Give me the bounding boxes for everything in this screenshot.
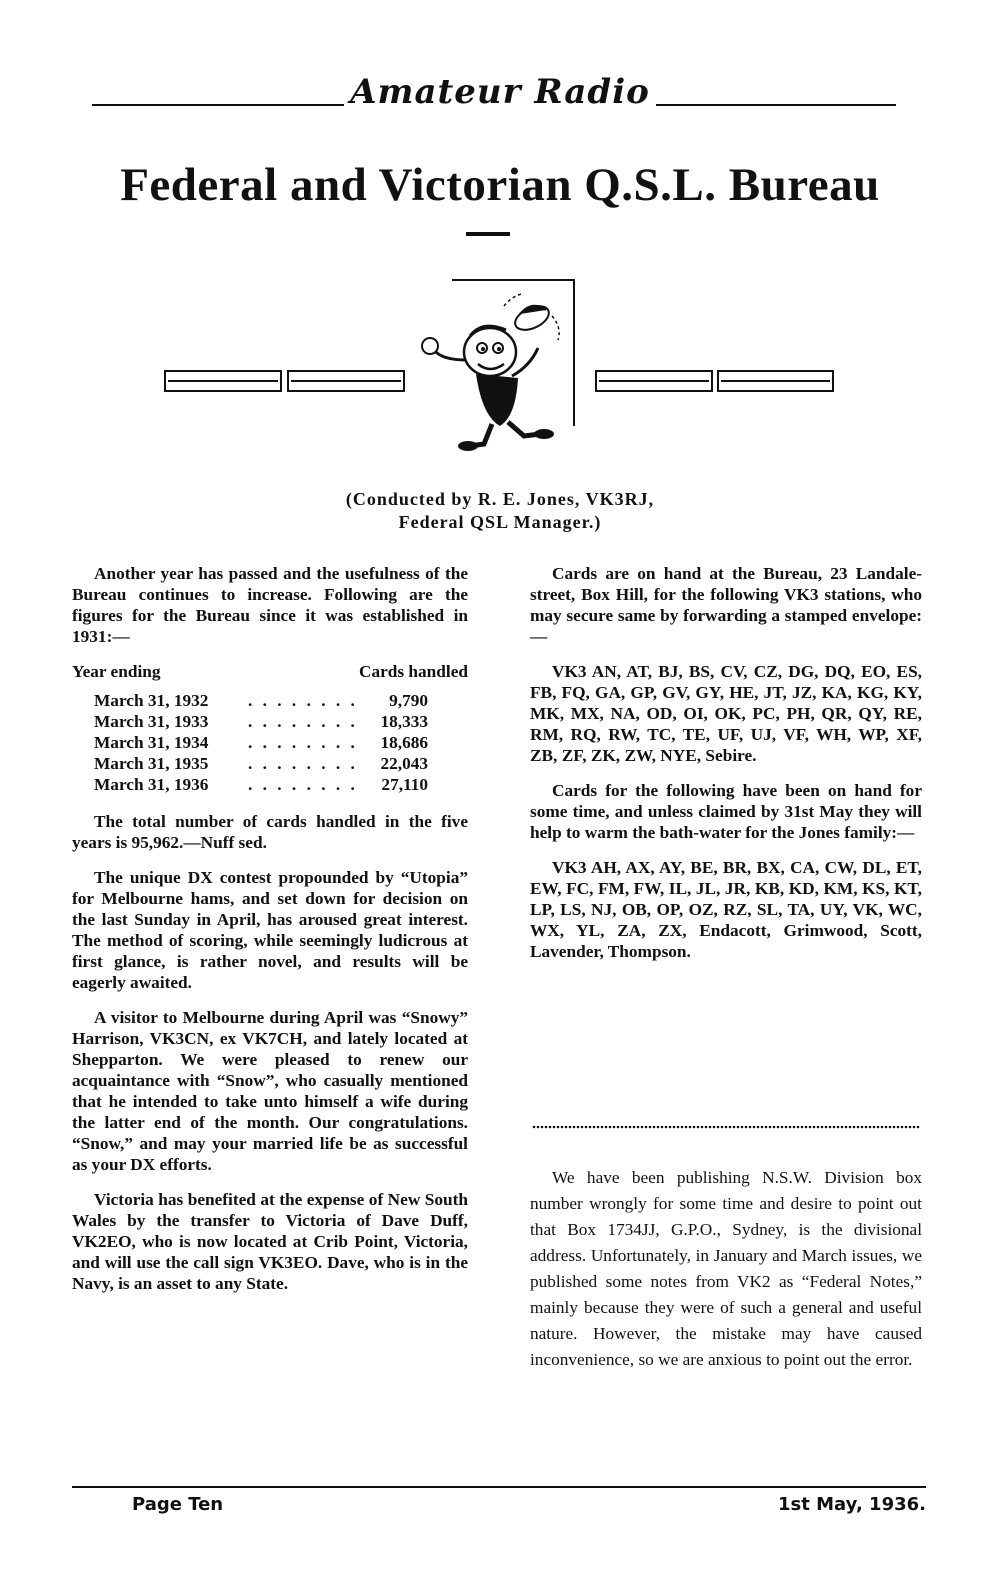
table-row <box>72 732 468 753</box>
row-date: March 31, 1936 <box>94 775 209 794</box>
row-leader: . . . . . . . . <box>248 733 358 752</box>
correction-paragraph: We have been publishing N.S.W. Division box number wrongly for some time and desire to point out that Box 1734JJ, G.P.O., Sydney, is the divisional address. Unfortunately, in January and March issues, we published some notes from VK2 as “Federal Notes,” mainly because they were of such a general and useful nature. However, the mistake may have caused inconvenience, so we are anxious to point out the error. <box>530 1168 922 1369</box>
figures-table <box>72 690 468 795</box>
row-leader: . . . . . . . . <box>248 775 358 794</box>
title-divider <box>466 232 510 236</box>
callsign-list-2: VK3 AH, AX, AY, BE, BR, BX, CA, CW, DL, ET, EW, FC, FM, FW, IL, JL, JR, KB, KD, KM, KS, KT, LP, LS, NJ, OB, OP, OZ, RZ, SL, TA, UY, VK, WC, WX, YL, ZA, ZX, Endacott, Grimwood, Scott, Lavender, Thompson. <box>530 858 922 961</box>
right-column <box>530 563 922 962</box>
decorative-bar <box>287 370 405 392</box>
table-row <box>72 711 468 732</box>
row-value: 22,043 <box>380 754 428 773</box>
decorative-bar <box>595 370 713 392</box>
dotted-divider <box>532 1125 920 1129</box>
byline <box>0 488 1000 534</box>
figures-table-header <box>72 661 468 682</box>
table-row <box>72 753 468 774</box>
page-title: Federal and Victorian Q.S.L. Bureau <box>120 159 880 211</box>
decorative-bar <box>164 370 282 392</box>
row-value: 9,790 <box>389 691 428 710</box>
table-row <box>72 774 468 795</box>
row-value: 27,110 <box>381 775 428 794</box>
victoria-paragraph: Victoria has benefited at the expense of New South Wales by the transfer to Victoria of Dave Duff, VK2EO, who is now located at Crib Point, Victoria, and will use the call sign VK3EO. Dave, who is in the Navy, is an asset to any State. <box>72 1190 468 1293</box>
left-column <box>72 563 468 1294</box>
header-year-ending: Year ending <box>72 662 161 681</box>
intro-paragraph: Another year has passed and the usefulness of the Bureau continues to increase. Following are the figures for the Bureau since it was established in 1931:— <box>72 564 468 646</box>
cards-on-hand-paragraph: Cards are on hand at the Bureau, 23 Landale-street, Box Hill, for the following VK3 stations, who may secure same by forwarding a stamped envelope:— <box>530 564 922 646</box>
byline-line-2: Federal QSL Manager.) <box>398 512 602 532</box>
issue-date: 1st May, 1936. <box>778 1494 926 1515</box>
page-number: Page Ten <box>132 1494 224 1515</box>
row-leader: . . . . . . . . <box>248 754 358 773</box>
row-leader: . . . . . . . . <box>248 712 358 731</box>
row-leader: . . . . . . . . <box>248 691 358 710</box>
visitor-paragraph: A visitor to Melbourne during April was “Snowy” Harrison, VK3CN, ex VK7CH, and lately located at Shepparton. We were pleased to renew our acquaintance with “Snow”, who casually mentioned that he intended to take unto himself a wife during the latter end of the month. Our congratulations. “Snow,” and may your married life be as successful as your DX efforts. <box>72 1008 468 1174</box>
cards-some-time-paragraph: Cards for the following have been on hand for some time, and unless claimed by 31st May they will help to warm the bath-water for the Jones family:— <box>530 781 922 842</box>
masthead-title: Amateur Radio <box>0 72 1000 112</box>
byline-line-1: (Conducted by R. E. Jones, VK3RJ, <box>345 489 655 509</box>
footer-rule <box>72 1486 926 1488</box>
row-value: 18,686 <box>380 733 428 752</box>
row-date: March 31, 1934 <box>94 733 209 752</box>
cartoon-mascot-illustration <box>412 276 582 456</box>
total-paragraph: The total number of cards handled in the five years is 95,962.—Nuff sed. <box>72 812 468 852</box>
decorative-bar <box>717 370 834 392</box>
dx-contest-paragraph: The unique DX contest propounded by “Utopia” for Melbourne hams, and set down for decision on the last Sunday in April, has aroused great interest. The method of scoring, while seemingly ludicrous at first glance, is rather novel, and results will be eagerly awaited. <box>72 868 468 992</box>
row-date: March 31, 1933 <box>94 712 209 731</box>
row-value: 18,333 <box>380 712 428 731</box>
callsign-list-1: VK3 AN, AT, BJ, BS, CV, CZ, DG, DQ, EO, ES, FB, FQ, GA, GP, GV, GY, HE, JT, JZ, KA, KG, KY, MK, MX, NA, OD, OI, OK, PC, PH, QR, QY, RE, RM, RQ, RW, TC, TE, UF, UJ, VF, WH, WP, XF, ZB, ZF, ZK, ZW, NYE, Sebire. <box>530 662 922 765</box>
header-cards-handled: Cards handled <box>358 662 468 681</box>
row-date: March 31, 1935 <box>94 754 209 773</box>
correction-block <box>530 1165 922 1373</box>
row-date: March 31, 1932 <box>94 691 209 710</box>
table-row <box>72 690 468 711</box>
